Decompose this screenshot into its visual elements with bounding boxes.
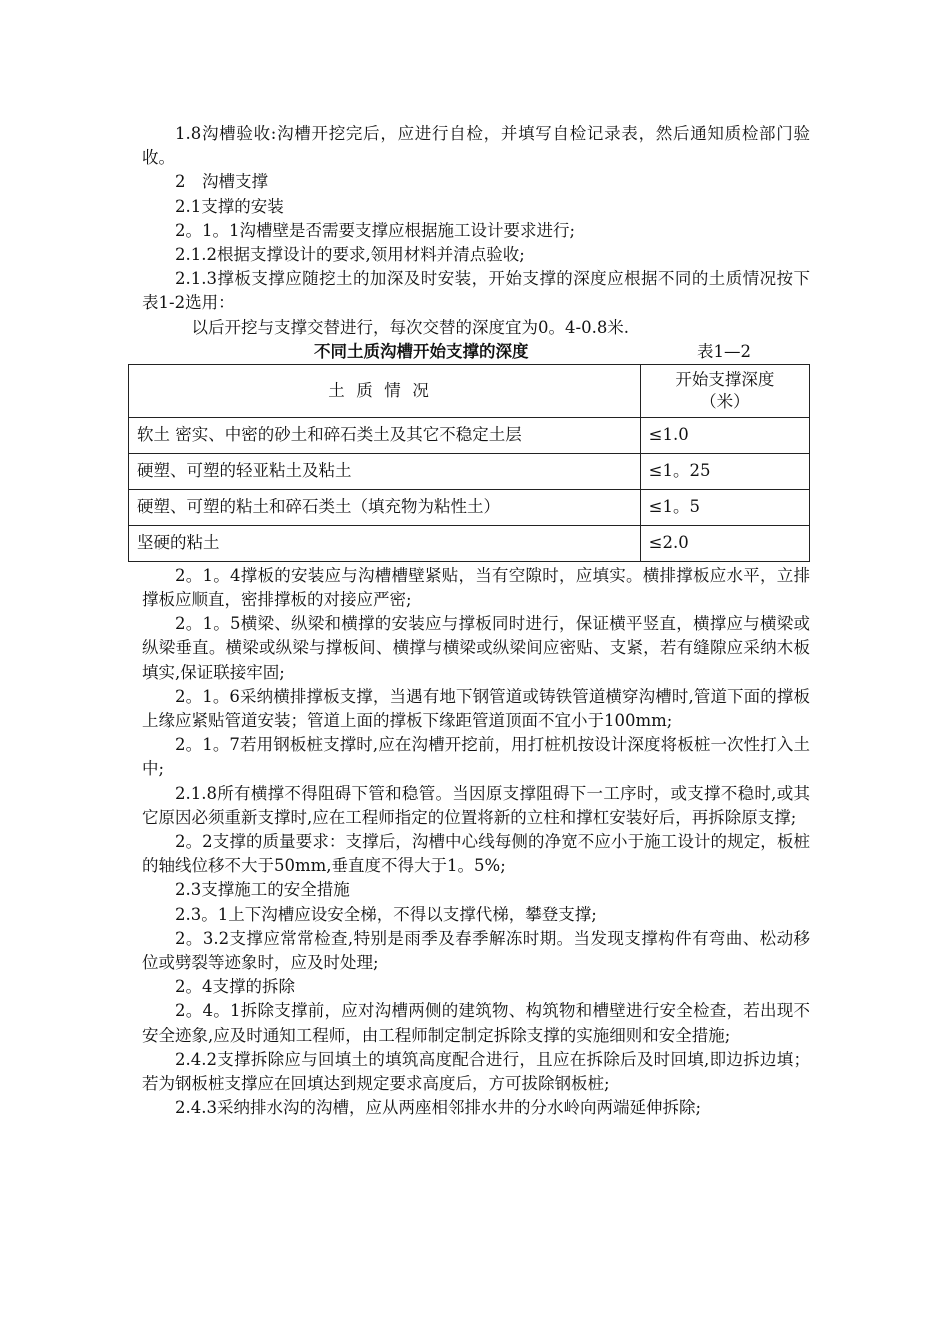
heading-2-3: 2.3支撑施工的安全措施 (175, 880, 350, 900)
paragraph-2-3-2: 2。3.2支撑应常常检查,特别是雨季及春季解冻时期。当发现支撑构件有弯曲、松动移位或劈裂等迹象时，应及时处理; (142, 928, 810, 973)
document-page (137, 122, 810, 1121)
table-header-row (129, 364, 810, 417)
paragraph-1-8: 1.8沟槽验收:沟槽开挖完后，应进行自检，并填写自检记录表，然后通知质检部门验收。 (142, 124, 810, 168)
heading-2-trench-support: 2 沟槽支撑 (175, 172, 268, 192)
paragraph-2-3-1: 2.3。1上下沟槽应设安全梯，不得以支撑代梯，攀登支撑; (175, 904, 597, 924)
paragraph-2-1-8: 2.1.8所有横撑不得阻碍下管和稳管。当因原支撑阻碍下一工序时，或支撑不稳时,或其它原因必须重新支撑时,应在工程师指定的位置将新的立柱和撑杠安装好后，再拆除原支撑; (142, 783, 810, 827)
paragraph-2-4-1: 2。4。1拆除支撑前，应对沟槽两侧的建筑物、构筑物和槽壁进行安全检查，若出现不安全迹象,应及时通知工程师，由工程师制定制定拆除支撑的实施细则和安全措施; (142, 1001, 810, 1045)
table-row (129, 453, 810, 489)
paragraph-2-1-3: 2.1.3撑板支撑应随挖土的加深及时安装，开始支撑的深度应根据不同的土质情况按下表1-2选用： (142, 269, 810, 313)
heading-2-1-installation: 2.1支撑的安装 (175, 196, 284, 216)
paragraph-alternate-depth: 以后开挖与支撑交替进行，每次交替的深度宜为0。4-0.8米. (191, 317, 630, 337)
paragraph-2-1-4: 2。1。4撑板的安装应与沟槽槽壁紧贴，当有空隙时，应填实。横排撑板应水平，立排撑板应顺直，密排撑板的对接应严密; (142, 565, 810, 610)
soil-cell: 坚硬的粘土 (129, 525, 641, 561)
header-depth-line2: （米） (700, 391, 750, 411)
paragraph-2-1-5: 2。1。5横梁、纵梁和横撑的安装应与撑板同时进行，保证横平竖直，横撑应与横梁或纵梁垂直。横梁或纵梁与撑板间、横撑与横梁或纵梁间应密贴、支紧，若有缝隙应采纳木板填实,保证联接牢固; (142, 614, 810, 682)
paragraph-2-1-2: 2.1.2根据支撑设计的要求,领用材料并清点验收; (175, 245, 525, 265)
soil-cell: 硬塑、可塑的粘土和碎石类土（填充物为粘性土） (129, 489, 641, 525)
header-depth (640, 364, 809, 417)
heading-2-4: 2。4支撑的拆除 (175, 977, 295, 997)
paragraph-2-1-7: 2。1。7若用钢板桩支撑时,应在沟槽开挖前，用打桩机按设计深度将板桩一次性打入土中; (142, 735, 810, 779)
depth-cell: ≤1。5 (640, 489, 809, 525)
paragraph-2-4-3: 2.4.3采纳排水沟的沟槽，应从两座相邻排水井的分水岭向两端延伸拆除; (175, 1098, 702, 1118)
table-row (129, 417, 810, 453)
table-title: 不同土质沟槽开始支撑的深度 (314, 341, 529, 361)
depth-cell: ≤1。25 (640, 453, 809, 489)
soil-depth-table (128, 364, 810, 562)
soil-cell: 硬塑、可塑的轻亚粘土及粘土 (129, 453, 641, 489)
header-soil: 土质情况 (129, 364, 641, 417)
paragraph-2-1-1: 2。1。1沟槽壁是否需要支撑应根据施工设计要求进行; (175, 220, 576, 240)
header-depth-line1: 开始支撑深度 (675, 369, 775, 389)
paragraph-2-2: 2。2支撑的质量要求：支撑后，沟槽中心线每侧的净宽不应小于施工设计的规定，板桩的轴线位移不大于50mm,垂直度不得大于1。5%; (142, 832, 810, 876)
table-row (129, 489, 810, 525)
paragraph-2-4-2: 2.4.2支撑拆除应与回填土的填筑高度配合进行，且应在拆除后及时回填,即边拆边填；若为钢板桩支撑应在回填达到规定要求高度后，方可拔除钢板桩; (142, 1049, 810, 1094)
depth-cell: ≤1.0 (640, 417, 809, 453)
soil-cell: 软土 密实、中密的砂土和碎石类土及其它不稳定土层 (129, 417, 641, 453)
table-number: 表1—2 (697, 341, 751, 361)
paragraph-2-1-6: 2。1。6采纳横排撑板支撑，当遇有地下钢管道或铸铁管道横穿沟槽时,管道下面的撑板上缘应紧贴管道安装；管道上面的撑板下缘距管道顶面不宜小于100mm; (142, 686, 810, 731)
table-caption (142, 340, 810, 364)
depth-cell: ≤2.0 (640, 525, 809, 561)
table-row (129, 525, 810, 561)
